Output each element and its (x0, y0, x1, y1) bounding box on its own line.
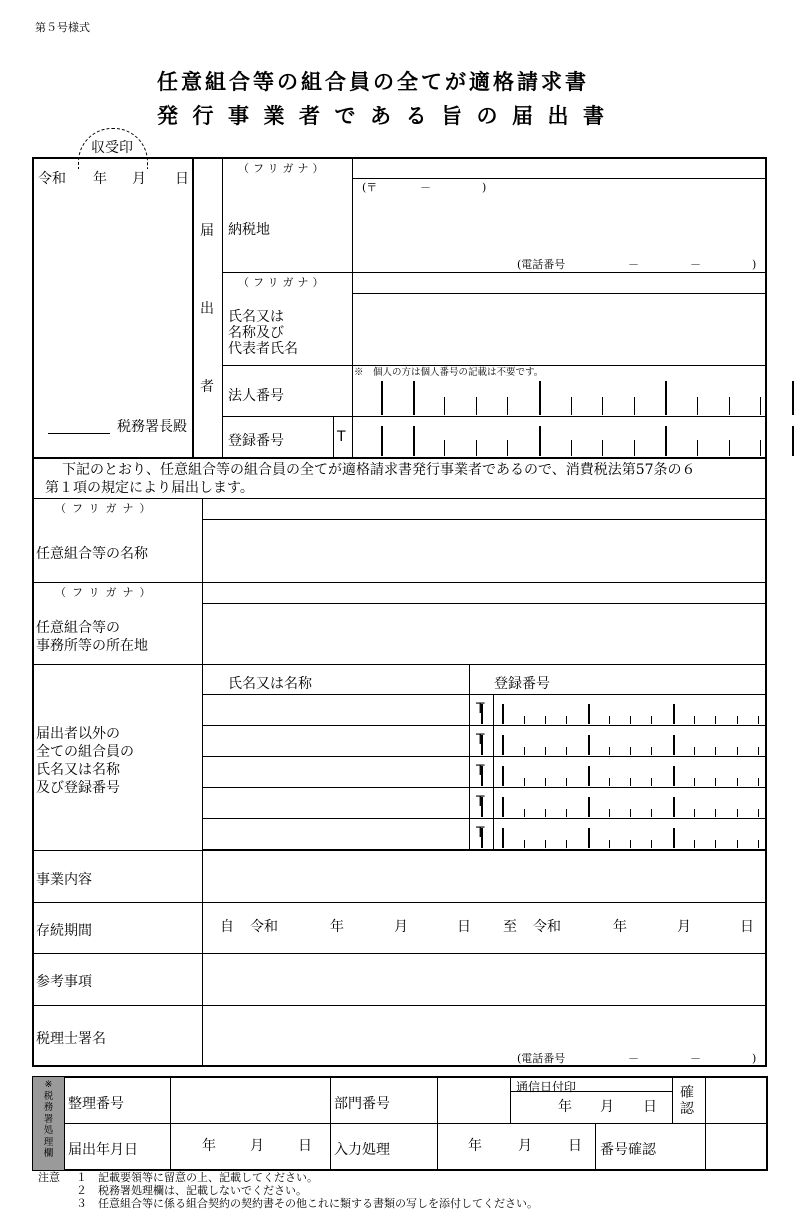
postal-prefix: (〒 (362, 181, 378, 194)
digit-separator (588, 797, 590, 817)
corp-number-note: ※ 個人の方は個人番号の記載は不要です。 (354, 367, 544, 378)
digit-separator (651, 747, 652, 755)
digit-separator (758, 809, 759, 817)
member-t-prefix: T (476, 763, 485, 779)
side-label-char: 処 (43, 1125, 54, 1136)
digit-separator (524, 809, 525, 817)
digit-separator (539, 426, 541, 456)
corp-number-label: 法人番号 (228, 388, 284, 404)
period-to-year: 年 (613, 919, 627, 935)
digit-separator (588, 704, 590, 724)
digit-separator (760, 397, 761, 415)
digit-separator (566, 840, 567, 848)
digit-separator (571, 397, 572, 415)
side-label-char: ※ (44, 1079, 53, 1090)
name-label-line2: 名称及び (228, 325, 284, 341)
digit-separator (502, 735, 504, 755)
digit-separator (566, 747, 567, 755)
digit-separator (737, 778, 738, 786)
digit-separator (673, 797, 675, 817)
input-year: 年 (468, 1138, 482, 1154)
digit-separator (694, 809, 695, 817)
digit-separator (524, 840, 525, 848)
office-use-side-label (33, 1079, 64, 1160)
digit-separator (566, 778, 567, 786)
digit-separator (444, 440, 445, 456)
date-era: 令和 (38, 171, 66, 187)
tsushin-label: 通信日付印 (516, 1080, 577, 1094)
union-address-label-1: 任意組合等の (36, 620, 120, 636)
applicant-char-3: 者 (200, 379, 214, 395)
note-3: ３ 任意組合等に係る組合契約の契約書その他これに類する書類の写しを添付してください。 (76, 1197, 538, 1210)
digit-separator (566, 716, 567, 724)
bumon-label: 部門番号 (334, 1096, 390, 1112)
digit-separator (634, 440, 635, 456)
member-row (202, 756, 767, 787)
digit-separator (758, 716, 759, 724)
digit-separator (697, 397, 698, 415)
postal-close: ) (482, 181, 487, 194)
digit-separator (792, 381, 794, 415)
number-check-label: 番号確認 (600, 1142, 656, 1158)
digit-separator (481, 735, 483, 755)
period-from-day: 日 (457, 919, 471, 935)
filed-month: 月 (250, 1138, 264, 1154)
address-label: 納税地 (228, 222, 270, 238)
filed-day: 日 (298, 1138, 312, 1154)
digit-separator (588, 735, 590, 755)
furigana-union-name: （フリガナ） (55, 502, 157, 515)
digit-separator (651, 716, 652, 724)
reg-number-label: 登録番号 (228, 433, 284, 449)
digit-separator (609, 747, 610, 755)
digit-separator (694, 747, 695, 755)
member-t-prefix: T (476, 732, 485, 748)
digit-separator (602, 397, 603, 415)
col-header-name: 氏名又は名称 (228, 676, 312, 692)
digit-separator (694, 840, 695, 848)
digit-separator (476, 440, 477, 456)
address-input[interactable] (354, 180, 764, 270)
digit-separator (524, 747, 525, 755)
tsushin-month: 月 (600, 1099, 614, 1115)
corp-number-input[interactable] (352, 365, 767, 416)
digit-separator (502, 766, 504, 786)
digit-separator (545, 716, 546, 724)
ta-phone-dash-1: － (628, 1052, 639, 1065)
period-from-era: 令和 (250, 919, 278, 935)
digit-separator (694, 778, 695, 786)
member-name-input[interactable] (204, 789, 467, 816)
digit-separator (673, 735, 675, 755)
digit-separator (758, 747, 759, 755)
digit-separator (481, 828, 483, 848)
furigana-address: （フリガナ） (238, 162, 328, 175)
union-name-label: 任意組合等の名称 (36, 546, 148, 562)
digit-separator (609, 778, 610, 786)
side-label-char: 税 (43, 1090, 54, 1102)
statement-line-2: 第１項の規定により届出します。 (45, 480, 254, 496)
digit-separator (758, 778, 759, 786)
member-reg-input[interactable] (494, 818, 767, 849)
side-label-char: 欄 (43, 1148, 54, 1159)
digit-separator (588, 828, 590, 848)
digit-separator (737, 747, 738, 755)
union-address-label-2: 事務所等の所在地 (36, 638, 148, 654)
member-row (202, 787, 767, 818)
ta-phone-close: ) (752, 1052, 757, 1065)
digit-separator (630, 809, 631, 817)
digit-separator (634, 397, 635, 415)
tax-accountant-input[interactable] (204, 1007, 764, 1047)
reg-t-prefix: T (337, 429, 346, 445)
period-to-day: 日 (740, 919, 754, 935)
digit-separator (737, 716, 738, 724)
period-from-month: 月 (394, 919, 408, 935)
member-t-prefix: T (476, 794, 485, 810)
statement-line-1: 下記のとおり、任意組合等の組合員の全てが適格請求書発行事業者であるので、消費税法第57条の６ (62, 462, 696, 478)
period-to-month: 月 (677, 919, 691, 935)
digit-separator (602, 440, 603, 456)
date-day-unit: 日 (175, 171, 189, 187)
digit-separator (545, 809, 546, 817)
digit-separator (481, 797, 483, 817)
member-row (202, 725, 767, 756)
name-label-line1: 氏名又は (228, 309, 284, 325)
union-address-input[interactable] (204, 605, 764, 662)
filed-date-label: 届出年月日 (68, 1142, 138, 1158)
digit-separator (697, 440, 698, 456)
tsushin-year: 年 (558, 1099, 572, 1115)
digit-separator (665, 426, 667, 456)
phone-dash-1: － (628, 258, 639, 271)
digit-separator (609, 809, 610, 817)
phone-close: ) (752, 258, 757, 271)
period-to-era: 令和 (533, 919, 561, 935)
digit-separator (609, 840, 610, 848)
digit-separator (729, 397, 730, 415)
digit-separator (737, 809, 738, 817)
digit-separator (673, 704, 675, 724)
digit-separator (651, 809, 652, 817)
digit-separator (715, 778, 716, 786)
digit-separator (694, 716, 695, 724)
digit-separator (524, 778, 525, 786)
digit-separator (715, 809, 716, 817)
member-name-input[interactable] (204, 820, 467, 847)
digit-separator (545, 747, 546, 755)
member-reg-input[interactable] (494, 756, 767, 787)
members-label-1: 届出者以外の (36, 726, 120, 742)
digit-separator (651, 840, 652, 848)
members-label-4: 及び登録番号 (36, 780, 120, 796)
digit-separator (444, 397, 445, 415)
digit-separator (673, 828, 675, 848)
furigana-union-address: （フリガナ） (55, 586, 157, 599)
digit-separator (588, 766, 590, 786)
date-year-unit: 年 (93, 171, 107, 187)
digit-separator (524, 716, 525, 724)
form-title-line1: 任意組合等の組合員の全てが適格請求書 (157, 69, 589, 94)
ta-phone-dash-2: － (690, 1052, 701, 1065)
side-label-char: 務 (43, 1102, 54, 1113)
digit-separator (481, 704, 483, 724)
digit-separator (609, 716, 610, 724)
period-from-year: 年 (330, 919, 344, 935)
digit-separator (507, 397, 508, 415)
member-name-input[interactable] (204, 727, 467, 754)
digit-separator (476, 397, 477, 415)
period-from: 自 (220, 919, 234, 935)
members-label-3: 氏名又は名称 (36, 762, 120, 778)
digit-separator (630, 716, 631, 724)
digit-separator (381, 381, 383, 415)
note-1: １ 記載要領等に留意の上、記載してください。 (76, 1171, 318, 1184)
applicant-char-2: 出 (200, 301, 214, 317)
applicant-char-1: 届 (200, 223, 214, 239)
members-label-2: 全ての組合員の (36, 744, 134, 760)
side-label-char: 署 (43, 1113, 54, 1125)
tax-accountant-label: 税理士署名 (36, 1031, 106, 1047)
union-name-input[interactable] (204, 521, 764, 580)
business-input[interactable] (204, 852, 764, 900)
digit-separator (507, 440, 508, 456)
postal-dash: － (420, 181, 431, 194)
tax-office-suffix: 税務署長殿 (117, 419, 187, 435)
member-name-input[interactable] (204, 696, 467, 723)
digit-separator (630, 778, 631, 786)
business-label: 事業内容 (36, 872, 92, 888)
kakunin-label: 確認 (680, 1085, 694, 1117)
form-number: 第５号様式 (35, 21, 90, 34)
filed-year: 年 (202, 1138, 216, 1154)
seiri-input[interactable] (172, 1078, 328, 1121)
digit-separator (792, 426, 794, 456)
member-reg-input[interactable] (494, 787, 767, 818)
furigana-name: （フリガナ） (238, 276, 328, 289)
digit-separator (715, 747, 716, 755)
tsushin-day: 日 (643, 1099, 657, 1115)
digit-separator (665, 381, 667, 415)
reg-number-input[interactable] (352, 416, 767, 457)
member-reg-input[interactable] (494, 694, 767, 725)
digit-separator (545, 840, 546, 848)
member-row (202, 694, 767, 725)
digit-separator (481, 766, 483, 786)
digit-separator (413, 426, 415, 456)
digit-separator (630, 747, 631, 755)
digit-separator (729, 440, 730, 456)
form-title-line2: 発行事業者である旨の届出書 (157, 103, 619, 128)
digit-separator (502, 797, 504, 817)
tax-office-name-line[interactable] (48, 433, 110, 434)
digit-separator (502, 704, 504, 724)
digit-separator (566, 809, 567, 817)
notes-label: 注意 (38, 1171, 60, 1184)
reference-input[interactable] (204, 955, 764, 1003)
digit-separator (381, 426, 383, 456)
input-process-label: 入力処理 (334, 1142, 390, 1158)
digit-separator (715, 716, 716, 724)
seiri-label: 整理番号 (68, 1096, 124, 1112)
digit-separator (502, 828, 504, 848)
bumon-input[interactable] (439, 1078, 508, 1121)
digit-separator (413, 381, 415, 415)
digit-separator (760, 440, 761, 456)
digit-separator (715, 840, 716, 848)
name-label-line3: 代表者氏名 (228, 341, 298, 357)
member-name-input[interactable] (204, 758, 467, 785)
period-to: 至 (503, 919, 517, 935)
digit-separator (673, 766, 675, 786)
digit-separator (630, 840, 631, 848)
received-stamp-label: 収受印 (91, 140, 133, 156)
member-t-prefix: T (476, 701, 485, 717)
col-header-reg: 登録番号 (494, 676, 550, 692)
member-row (202, 818, 767, 849)
phone-label: (電話番号 (517, 258, 566, 271)
digit-separator (651, 778, 652, 786)
side-label-char: 理 (43, 1136, 54, 1148)
digit-separator (539, 381, 541, 415)
digit-separator (737, 840, 738, 848)
digit-separator (571, 440, 572, 456)
digit-separator (545, 778, 546, 786)
input-day: 日 (568, 1138, 582, 1154)
member-reg-input[interactable] (494, 725, 767, 756)
digit-separator (758, 840, 759, 848)
ta-phone-label: (電話番号 (517, 1052, 566, 1065)
note-2: ２ 税務署処理欄は、記載しないでください。 (76, 1184, 307, 1197)
phone-dash-2: － (690, 258, 701, 271)
period-label: 存続期間 (36, 923, 92, 939)
date-month-unit: 月 (132, 171, 146, 187)
input-month: 月 (518, 1138, 532, 1154)
reference-label: 参考事項 (36, 974, 92, 990)
name-input[interactable] (354, 295, 764, 363)
member-t-prefix: T (476, 825, 485, 841)
